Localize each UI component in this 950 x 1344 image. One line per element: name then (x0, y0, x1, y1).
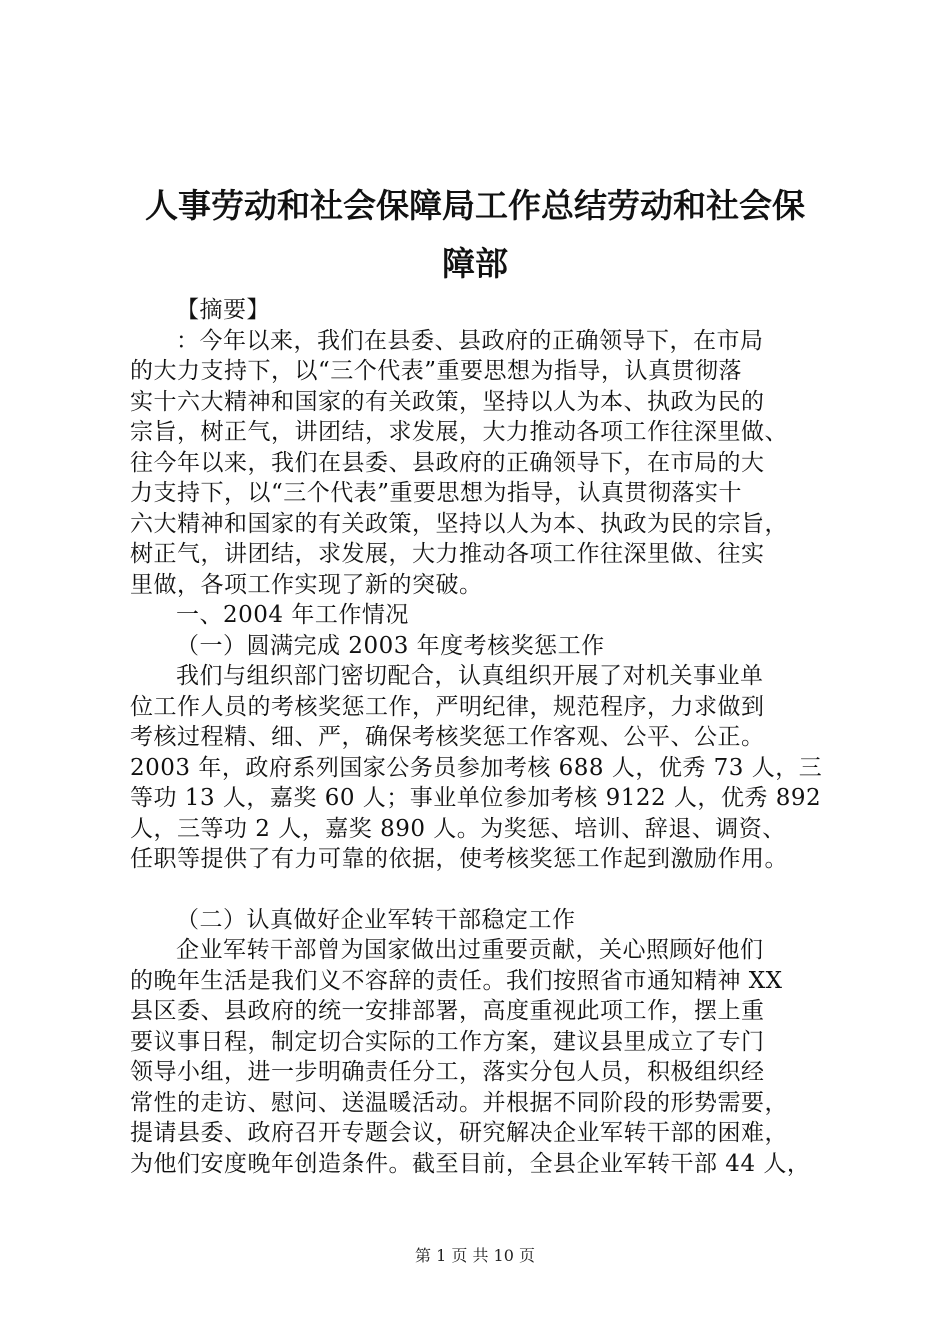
text-line: 力支持下，以“三个代表”重要思想为指导，认真贯彻落实十 (130, 480, 743, 506)
document-body (130, 295, 830, 1179)
text-line: 任职等提供了有力可靠的依据，使考核奖惩工作起到激励作用。 (130, 846, 788, 872)
text-line: 人，三等功 2 人，嘉奖 890 人。为奖惩、培训、辞退、调资、 (130, 815, 786, 842)
text-line: （二）认真做好企业军转干部稳定工作 (176, 906, 576, 933)
paragraph-gap (130, 875, 830, 905)
text-line: 的晚年生活是我们义不容辞的责任。我们按照省市通知精神 XX (130, 967, 783, 994)
text-line: 我们与组织部门密切配合，认真组织开展了对机关事业单 (176, 663, 764, 689)
text-line: 县区委、县政府的统一安排部署，高度重视此项工作，摆上重 (130, 998, 765, 1024)
text-line: 里做，各项工作实现了新的突破。 (130, 571, 483, 598)
text-line: 树正气，讲团结，求发展，大力推动各项工作往深里做、往实 (130, 541, 765, 567)
text-line: 为他们安度晚年创造条件。截至目前，全县企业军转干部 44 人， (130, 1150, 811, 1177)
page-footer: 第 1 页 共 10 页 (415, 1246, 535, 1265)
text-line: 六大精神和国家的有关政策，坚持以人为本、执政为民的宗旨， (130, 510, 788, 537)
text-line: 考核过程精、细、严，确保考核奖惩工作客观、公平、公正。 (130, 724, 765, 750)
text-line: 要议事日程，制定切合实际的工作方案，建议县里成立了专门 (130, 1028, 765, 1055)
text-line: 一、2004 年工作情况 (176, 602, 409, 628)
text-line: 往今年以来，我们在县委、县政府的正确领导下，在市局的大 (130, 449, 765, 476)
text-line: 常性的走访、慰问、送温暖活动。并根据不同阶段的形势需要， (130, 1089, 788, 1116)
document-title-line-1: 人事劳动和社会保障局工作总结劳动和社会保 (145, 186, 805, 225)
text-line: 2003 年，政府系列国家公务员参加考核 688 人，优秀 73 人，三 (130, 754, 823, 781)
text-line: 【摘要】 (176, 297, 270, 323)
text-line: 位工作人员的考核奖惩工作，严明纪律，规范程序，力求做到 (130, 693, 765, 720)
text-line: 的大力支持下，以“三个代表”重要思想为指导，认真贯彻落 (130, 358, 743, 384)
text-line: 等功 13 人，嘉奖 60 人；事业单位参加考核 9122 人，优秀 892 (130, 785, 822, 811)
text-line: ：今年以来，我们在县委、县政府的正确领导下，在市局 (176, 327, 764, 354)
text-line: 宗旨，树正气，讲团结，求发展，大力推动各项工作往深里做、 (130, 419, 788, 445)
document-title-line-2: 障部 (442, 244, 508, 283)
text-line: （一）圆满完成 2003 年度考核奖惩工作 (176, 632, 605, 659)
text-line: 领导小组，进一步明确责任分工，落实分包人员，积极组织经 (130, 1059, 765, 1085)
text-line: 实十六大精神和国家的有关政策，坚持以人为本、执政为民的 (130, 388, 765, 415)
text-line: 企业军转干部曾为国家做出过重要贡献，关心照顾好他们 (176, 937, 764, 963)
text-line: 提请县委、政府召开专题会议，研究解决企业军转干部的困难， (130, 1120, 788, 1146)
